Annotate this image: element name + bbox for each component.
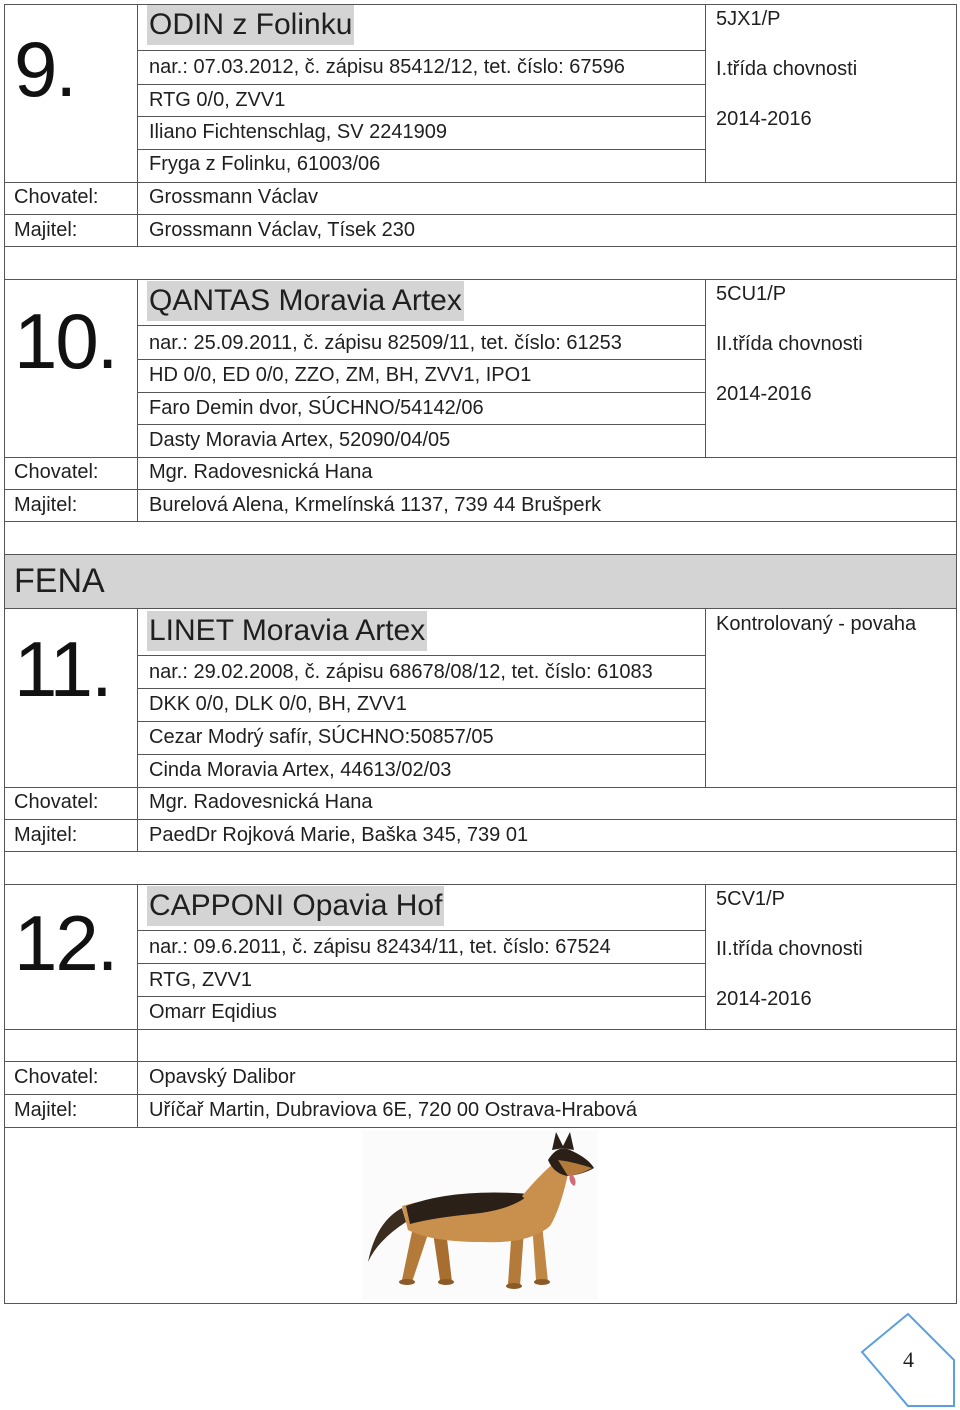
separator-row (4, 246, 957, 280)
birth-registration-line: nar.: 07.03.2012, č. zápisu 85412/12, tet. číslo: 67596 (149, 56, 625, 78)
entry-number: 11. (14, 625, 111, 713)
owner-value: Uříčař Martin, Dubraviova 6E, 720 00 Ostrava-Hrabová (149, 1099, 637, 1121)
dog-name: QANTAS Moravia Artex (147, 281, 464, 321)
breeding-code: 5JX1/P (716, 8, 781, 30)
owner-value: PaedDr Rojková Marie, Baška 345, 739 01 (149, 824, 529, 846)
separator-row (4, 521, 957, 555)
breeder-label: Chovatel: (14, 791, 99, 813)
owner-label: Majitel: (14, 824, 78, 846)
breeder-label: Chovatel: (14, 1066, 99, 1088)
health-exams-line: RTG 0/0, ZVV1 (149, 89, 286, 111)
birth-registration-line: nar.: 29.02.2008, č. zápisu 68678/08/12, tet. číslo: 61083 (149, 661, 653, 683)
breeding-period: 2014-2016 (716, 988, 812, 1010)
dam-line: Dasty Moravia Artex, 52090/04/05 (149, 429, 451, 451)
breeding-class: I.třída chovnosti (716, 58, 858, 80)
owner-label: Majitel: (14, 1099, 78, 1121)
breeder-label: Chovatel: (14, 186, 99, 208)
page-number: 4 (903, 1347, 914, 1372)
entry-number: 9. (14, 25, 76, 113)
dam-line: Cinda Moravia Artex, 44613/02/03 (149, 759, 452, 781)
birth-registration-line: nar.: 25.09.2011, č. zápisu 82509/11, tet. číslo: 61253 (149, 332, 622, 354)
health-exams-line: RTG, ZVV1 (149, 969, 252, 991)
entry-number: 10. (14, 297, 117, 385)
separator-row (4, 851, 957, 885)
sire-line: Omarr Eqidius (149, 1001, 277, 1023)
sire-line: Iliano Fichtenschlag, SV 2241909 (149, 121, 447, 143)
dam-line: Fryga z Folinku, 61003/06 (149, 153, 381, 175)
breeder-value: Grossmann Václav (149, 186, 318, 208)
sire-line: Faro Demin dvor, SÚCHNO/54142/06 (149, 397, 484, 419)
breeding-class: II.třída chovnosti (716, 333, 863, 355)
german-shepherd-dog-illustration (362, 1130, 598, 1300)
breeder-value: Opavský Dalibor (149, 1066, 296, 1088)
dog-name: LINET Moravia Artex (147, 611, 427, 651)
breeding-period: 2014-2016 (716, 108, 812, 130)
section-heading: FENA (14, 562, 105, 600)
health-exams-line: DKK 0/0, DLK 0/0, BH, ZVV1 (149, 693, 407, 715)
entry-number: 12. (14, 899, 117, 987)
breeder-label: Chovatel: (14, 461, 99, 483)
dog-name: ODIN z Folinku (147, 5, 354, 45)
owner-value: Grossmann Václav, Tísek 230 (149, 219, 416, 241)
sire-line: Cezar Modrý safír, SÚCHNO:50857/05 (149, 726, 494, 748)
owner-label: Majitel: (14, 494, 78, 516)
breeding-period: 2014-2016 (716, 383, 812, 405)
breeder-value: Mgr. Radovesnická Hana (149, 791, 373, 813)
breeding-class: II.třída chovnosti (716, 938, 863, 960)
health-exams-line: HD 0/0, ED 0/0, ZZO, ZM, BH, ZVV1, IPO1 (149, 364, 532, 386)
owner-label: Majitel: (14, 219, 78, 241)
breeding-code: 5CU1/P (716, 283, 787, 305)
breeder-value: Mgr. Radovesnická Hana (149, 461, 373, 483)
birth-registration-line: nar.: 09.6.2011, č. zápisu 82434/11, tet. číslo: 67524 (149, 936, 611, 958)
owner-value: Burelová Alena, Krmelínská 1137, 739 44 Brušperk (149, 494, 602, 516)
temperament-status: Kontrolovaný - povaha (716, 613, 917, 635)
dog-name: CAPPONI Opavia Hof (147, 886, 444, 926)
section-heading-bar (5, 555, 956, 608)
breeding-code: 5CV1/P (716, 888, 785, 910)
